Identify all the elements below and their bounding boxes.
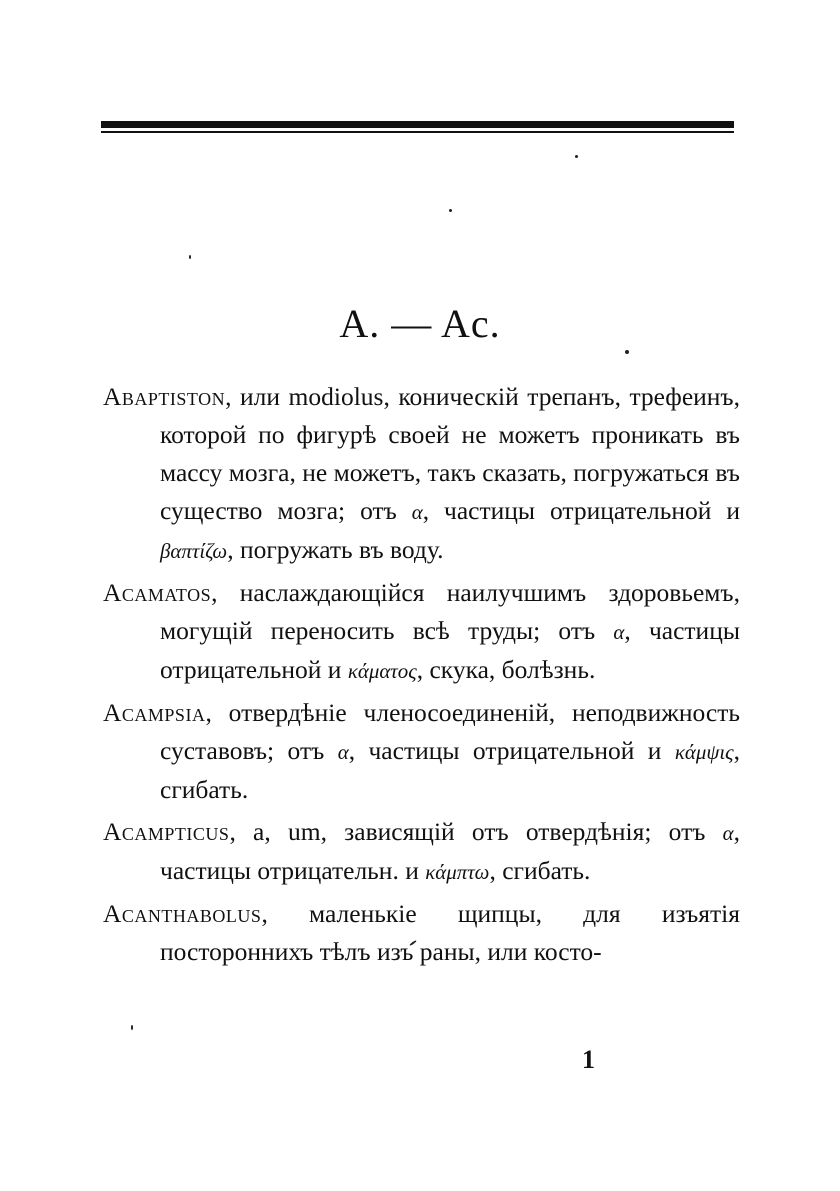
greek-word: κάμπτω [425,860,490,884]
entry-headword: Acanthabolus [103,899,262,928]
dictionary-entry [103,378,740,570]
dictionary-entry [103,694,740,809]
entry-text: , наслаждающійся наилучшимъ здоровьемъ, могущій переносить всѣ труды; отъ [160,578,740,645]
entry-text: , сгибать. [160,736,741,804]
dictionary-entry [103,895,740,971]
entry-text: , маленькіе щипцы, для изъятія постороннихъ тѣлъ изъ раны, или косто- [160,899,740,966]
entry-text: , частицы отрицательн. и [160,817,740,885]
entry-text: , частицы отрицательной и [422,496,740,525]
entry-text: , или modiolus, коническій трепанъ, трефеинъ, которой по фигурѣ своей не можетъ проникать въ массу мозга, не можетъ, такъ сказать, погружаться въ существо мозга; отъ [160,382,740,525]
dictionary-entry [103,813,740,891]
dictionary-entry [103,574,740,690]
greek-word: α [337,740,349,764]
page-number: 1 [582,1045,595,1074]
greek-word: α [411,500,423,524]
entry-text: , погружать въ воду. [227,535,444,564]
entry-headword: Acampsia [103,698,206,727]
print-speck [189,255,191,259]
print-speck [575,155,578,158]
print-speck [131,1025,133,1030]
entry-text: , отвердѣніе членосоединеній, неподвижность суставовъ; отъ [160,698,740,765]
entry-headword: Abaptiston [103,382,226,411]
print-speck [449,209,452,212]
greek-word: βαπτίζω [160,539,228,563]
greek-word: κάμψις [674,740,734,764]
greek-word: α [722,821,734,845]
entry-text: , сгибать. [489,856,591,885]
print-speck [625,350,629,354]
header-rule-thick [101,121,734,128]
greek-word: κάματος [347,659,417,683]
dictionary-entries [103,378,740,975]
entry-text: , скука, болѣзнь. [416,655,596,684]
entry-text: , a, um, зависящій отъ отвердѣнія; отъ [229,817,723,846]
header-rule-thin [101,131,734,133]
entry-headword: Acamatos [103,578,212,607]
entry-text: , частицы отрицательной и [160,616,740,684]
entry-text: , частицы отрицательной и [348,736,675,765]
greek-word: α [613,620,625,644]
section-heading: A. — Ac. [339,301,501,346]
entry-headword: Acampticus [103,817,230,846]
